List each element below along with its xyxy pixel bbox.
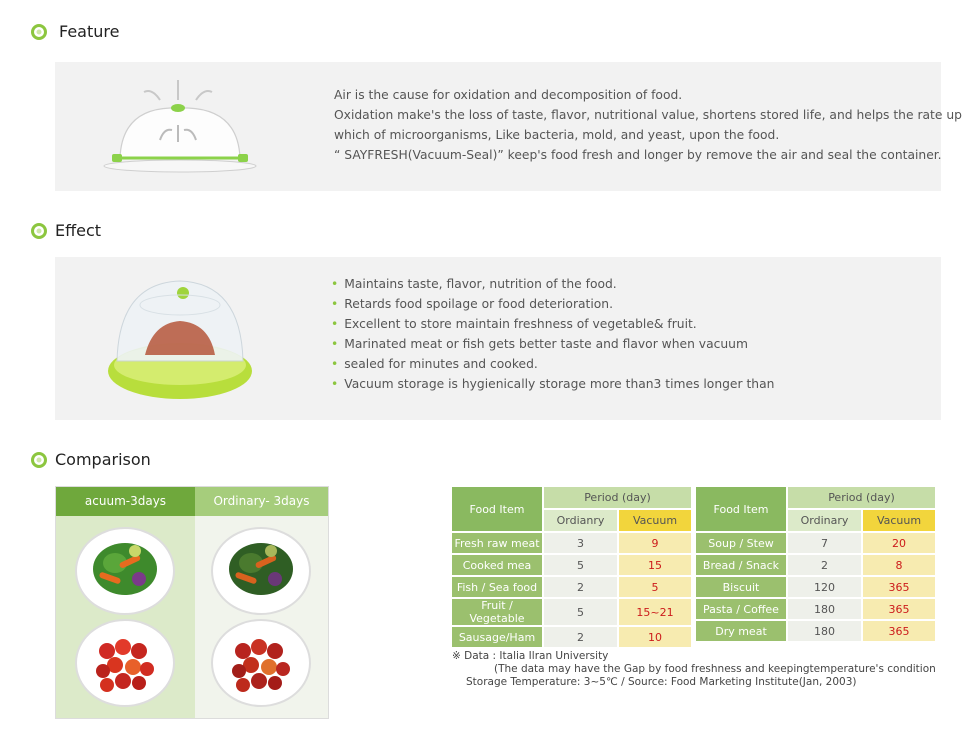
ordinary-cell: 3 (544, 533, 617, 553)
effect-item: • Marinated meat or fish gets better taste and flavor when vacuum (331, 334, 774, 354)
table-row (452, 577, 691, 597)
vacuum-header: Vacuum (863, 510, 935, 531)
tomato-plate-image (211, 619, 311, 707)
food-item-header: Food Item (696, 487, 786, 531)
leaf-icon (31, 452, 47, 468)
vacuum-cell: 10 (619, 627, 691, 647)
effect-heading (31, 221, 101, 240)
tomato-plate-image (75, 619, 175, 707)
ordinary-header: Ordinary (788, 510, 861, 531)
period-header: Period (day) (544, 487, 691, 508)
vacuum-lid-illustration (100, 70, 260, 180)
leaf-icon (31, 24, 47, 40)
ordinary-cell: 7 (788, 533, 861, 553)
food-item-cell: Biscuit (696, 577, 786, 597)
vegetable-plate-image (75, 527, 175, 615)
effect-item: • Excellent to store maintain freshness of vegetable& fruit. (331, 314, 774, 334)
table-row (452, 555, 691, 575)
food-item-cell: Fresh raw meat (452, 533, 542, 553)
effect-item: • Vacuum storage is hygienically storage more than3 times longer than (331, 374, 774, 394)
vacuum-cell: 365 (863, 621, 935, 641)
effect-item: • Retards food spoilage or food deterioration. (331, 294, 774, 314)
ordinary-cell: 2 (544, 627, 617, 647)
food-item-cell: Soup / Stew (696, 533, 786, 553)
food-item-cell: Bread / Snack (696, 555, 786, 575)
feature-line: “ SAYFRESH(Vacuum-Seal)” keep's food fresh and longer by remove the air and seal the container. (334, 148, 942, 162)
ordinary-header: Ordianry (544, 510, 617, 531)
table-row (452, 533, 691, 553)
vacuum-cell: 15 (619, 555, 691, 575)
food-item-cell: Sausage/Ham (452, 627, 542, 647)
comparison-photos (55, 486, 329, 719)
leaf-icon (31, 223, 47, 239)
vacuum-cell: 15~21 (619, 599, 691, 625)
table-row (696, 621, 935, 641)
vacuum-column (56, 487, 195, 718)
table-row (696, 599, 935, 619)
ordinary-cell: 180 (788, 599, 861, 619)
feature-line: which of microorganisms, Like bacteria, mold, and yeast, upon the food. (334, 128, 780, 142)
ordinary-cell: 180 (788, 621, 861, 641)
storage-table-left (450, 485, 693, 649)
note-line: (The data may have the Gap by food freshness and keepingtemperature's condition (494, 663, 936, 675)
food-item-cell: Dry meat (696, 621, 786, 641)
ordinary-cell: 120 (788, 577, 861, 597)
vacuum-column-label: acuum-3days (56, 487, 195, 516)
vacuum-cell: 20 (863, 533, 935, 553)
ordinary-cell: 5 (544, 599, 617, 625)
vacuum-cell: 8 (863, 555, 935, 575)
effect-list (331, 274, 774, 394)
table-row (452, 627, 691, 647)
table-row (696, 577, 935, 597)
note-line: Storage Temperature: 3~5℃ / Source: Food Marketing Institute(Jan, 2003) (466, 676, 857, 688)
feature-heading (31, 22, 119, 41)
table-row (696, 533, 935, 553)
feature-line: Air is the cause for oxidation and decomposition of food. (334, 88, 683, 102)
vegetable-plate-image (211, 527, 311, 615)
vacuum-cell: 365 (863, 599, 935, 619)
effect-item: • Maintains taste, flavor, nutrition of the food. (331, 274, 774, 294)
table-row (696, 555, 935, 575)
effect-title: Effect (55, 221, 102, 240)
effect-item: • sealed for minutes and cooked. (331, 354, 774, 374)
vacuum-container-image (105, 273, 255, 403)
food-item-cell: Cooked mea (452, 555, 542, 575)
ordinary-cell: 2 (544, 577, 617, 597)
vacuum-cell: 5 (619, 577, 691, 597)
vacuum-cell: 365 (863, 577, 935, 597)
ordinary-cell: 2 (788, 555, 861, 575)
food-item-cell: Pasta / Coffee (696, 599, 786, 619)
period-header: Period (day) (788, 487, 935, 508)
ordinary-column (195, 487, 328, 718)
data-source-note (452, 650, 936, 689)
feature-line: Oxidation make's the loss of taste, flavor, nutritional value, shortens stored life, and helps the rate up (334, 108, 962, 122)
feature-description (334, 85, 962, 165)
comparison-title: Comparison (55, 450, 151, 469)
food-item-cell: Fish / Sea food (452, 577, 542, 597)
vacuum-header: Vacuum (619, 510, 691, 531)
food-item-cell: Fruit / Vegetable (452, 599, 542, 625)
feature-title: Feature (59, 22, 120, 41)
comparison-heading (31, 450, 151, 469)
effect-panel (55, 257, 941, 420)
feature-panel (55, 62, 962, 191)
note-line: ※ Data : Italia Ilran University (452, 650, 609, 662)
food-item-header: Food Item (452, 487, 542, 531)
ordinary-column-label: Ordinary- 3days (195, 487, 328, 516)
vacuum-cell: 9 (619, 533, 691, 553)
table-row (452, 599, 691, 625)
storage-table-right (694, 485, 937, 643)
ordinary-cell: 5 (544, 555, 617, 575)
